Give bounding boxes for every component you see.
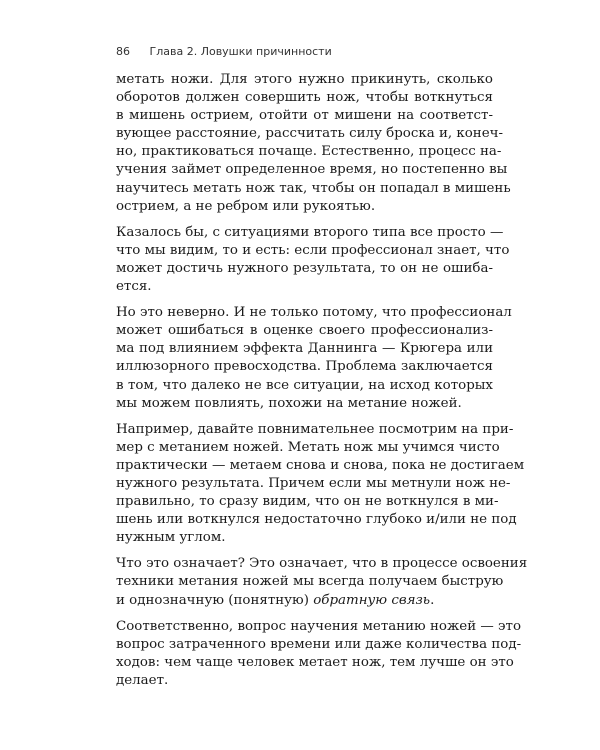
text-line: Например, давайте повнимательнее посмотрим на при- — [116, 421, 514, 437]
page-number: 86 — [116, 45, 130, 58]
text-line: Но это неверно. И не только потому, что профессионал — [116, 305, 512, 321]
text-line: вопрос затраченного времени или даже количества под- — [116, 636, 522, 652]
text-fragment: . — [430, 592, 435, 608]
chapter-title: Глава 2. Ловушки причинности — [149, 45, 332, 58]
text-line: Соответственно, вопрос научения метанию ножей — это — [116, 618, 522, 634]
paragraph-5 — [116, 555, 528, 609]
emphasized-term: обратную связь — [313, 592, 431, 608]
text-line: может достичь нужного результата, то он не ошиба- — [116, 260, 493, 276]
paragraph-2 — [116, 224, 510, 296]
text-line: нужного результата. Причем если мы метнули нож не- — [116, 475, 511, 491]
text-line — [116, 592, 493, 610]
paragraph-6 — [116, 618, 522, 690]
paragraph-4 — [116, 421, 525, 548]
text-line: ходов: чем чаще человек метает нож, тем лучше он это — [116, 654, 514, 670]
text-line: может ошибаться в оценке своего профессионализ- — [116, 323, 493, 339]
text-line: но, практиковаться почаще. Естественно, процесс на- — [116, 144, 502, 160]
text-fragment: и однозначную (понятную) — [116, 592, 314, 608]
text-line: оборотов должен совершить нож, чтобы воткнуться — [116, 90, 493, 106]
text-line: в том, что далеко не все ситуации, на исход которых — [116, 377, 493, 393]
text-line: что мы видим, то и есть: если профессионал знает, что — [116, 242, 510, 258]
paragraph-1 — [116, 71, 511, 216]
text-line: мер с метанием ножей. Метать нож мы учимся чисто — [116, 439, 500, 455]
text-line: техники метания ножей мы всегда получаем быструю — [116, 574, 504, 590]
text-line: ма под влиянием эффекта Даннинга — Крюгера или — [116, 341, 493, 357]
text-line: мы можем повлиять, похожи на метание ножей. — [116, 395, 462, 411]
text-line: делает. — [116, 672, 169, 688]
text-line: метать ножи. Для этого нужно прикинуть, сколько — [116, 72, 493, 87]
text-line: правильно, то сразу видим, что он не воткнулся в ми- — [116, 494, 499, 510]
body-text — [116, 71, 528, 698]
text-line: ется. — [116, 279, 152, 295]
text-line: шень или воткнулся недостаточно глубоко и/или не под — [116, 512, 517, 528]
text-line: Что это означает? Это означает, что в процессе освоения — [116, 556, 528, 572]
text-line: в мишень острием, отойти от мишени на соответст- — [116, 108, 493, 124]
text-line: нужным углом. — [116, 530, 226, 546]
text-line: острием, а не ребром или рукоятью. — [116, 198, 376, 214]
text-line: Казалось бы, с ситуациями второго типа все просто — — [116, 224, 504, 240]
paragraph-3 — [116, 304, 512, 413]
text-line: практически — метаем снова и снова, пока не достигаем — [116, 457, 525, 473]
text-line: научитесь метать нож так, чтобы он попадал в мишень — [116, 180, 511, 196]
running-head — [116, 45, 332, 58]
text-line: вующее расстояние, рассчитать силу броска и, конеч- — [116, 126, 504, 142]
text-line: иллюзорного превосходства. Проблема заключается — [116, 359, 493, 375]
text-line: учения займет определенное время, но постепенно вы — [116, 162, 508, 178]
